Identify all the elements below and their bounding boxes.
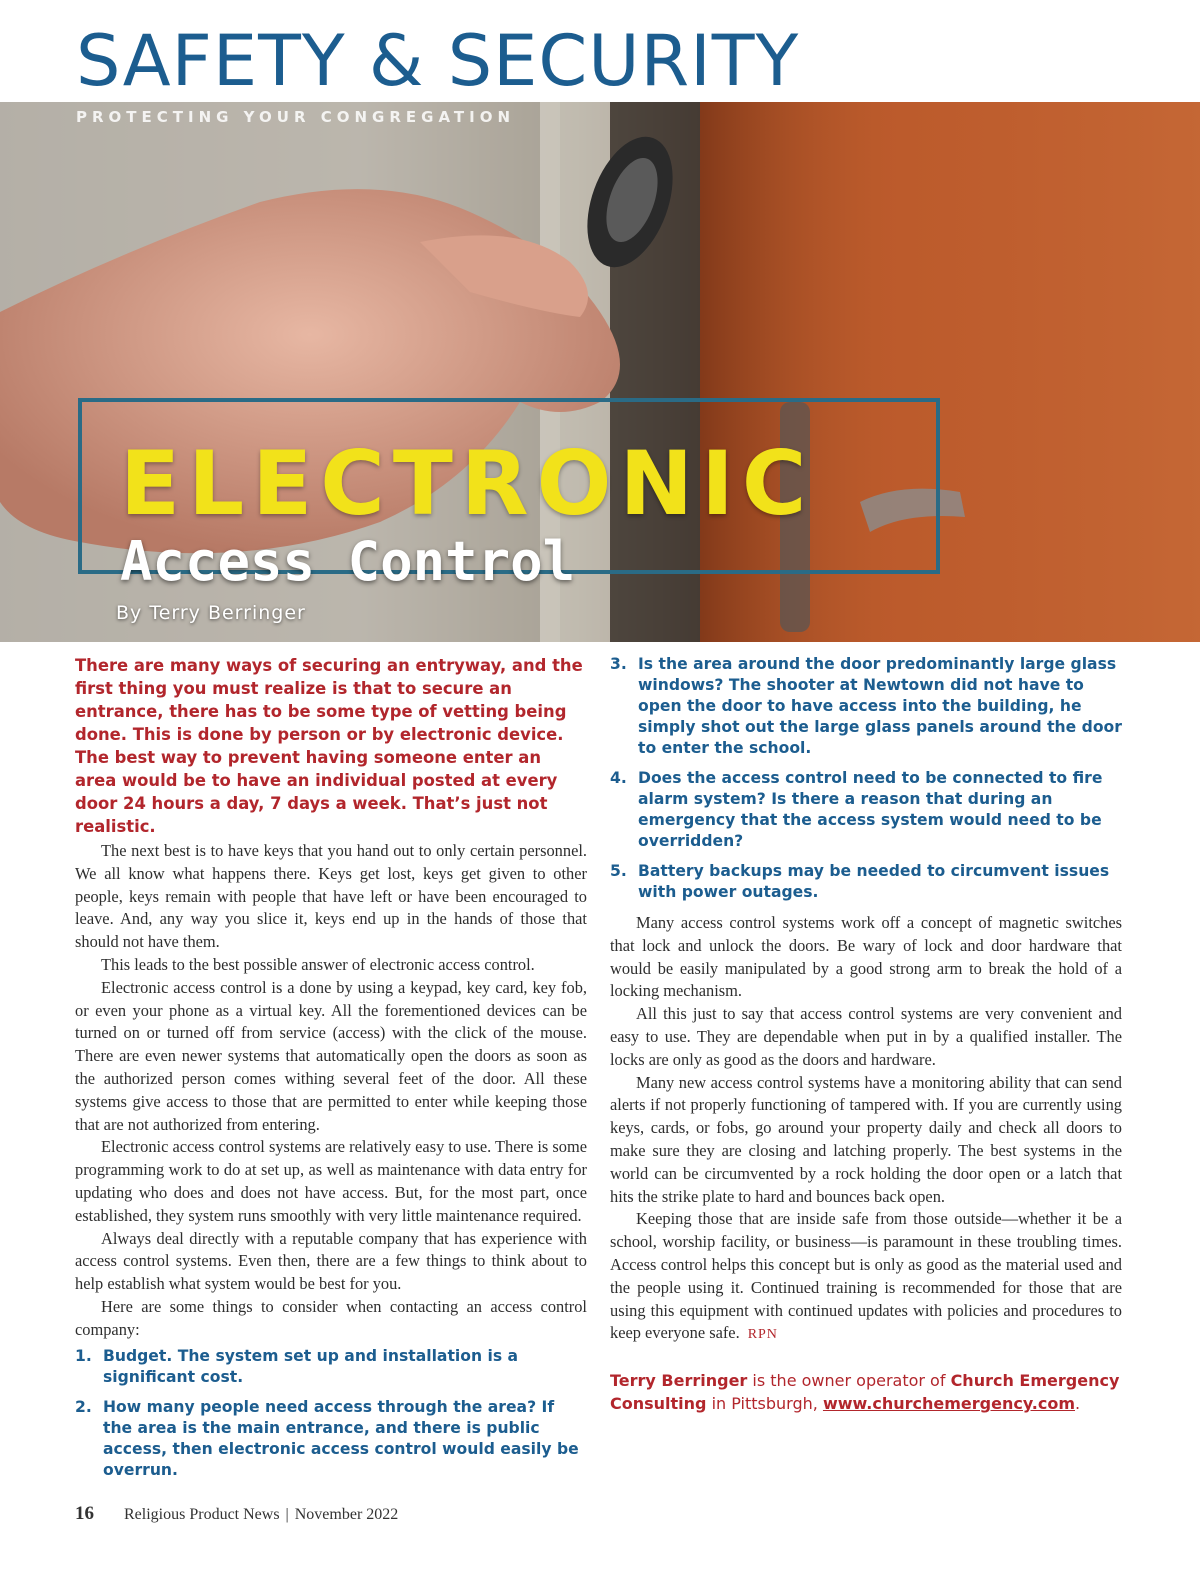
list-number: 4.: [610, 769, 627, 787]
bio-author: Terry Berringer: [610, 1371, 748, 1391]
article-subtitle: Access Control: [120, 530, 576, 593]
bio-text: .: [1075, 1394, 1081, 1414]
hero-photo: [0, 102, 1200, 642]
body-paragraph: This leads to the best possible answer of electronic access control.: [101, 954, 535, 974]
final-text: Keeping those that are inside safe from those outside—whether it be a school, worship facility, or business—is paramount in these troubling times. Access control helps this concept but is only as good as the material used and the people using it. Continued training is recommended for those that are using this equipment with continued updates with policies and procedures to keep everyone safe.: [610, 1209, 1122, 1343]
article-column-left: [75, 654, 587, 1490]
considerations-list: [75, 1346, 587, 1481]
body-paragraph: Many new access control systems have a monitoring ability that can send alerts if not properly functioning of tampered with. If you are currently using keys, cards, or fobs, go around your property daily and check all doors to make sure they are closing and latching properly. The best systems in the world can be circumvented by a rock holding the door open or a latch that hits the strike plate to hard and bounces back open.: [610, 1072, 1122, 1206]
end-mark: RPN: [747, 1327, 778, 1343]
list-text: Is the area around the door predominantly large glass windows? The shooter at Newtown did not have to open the door to have access into the building, he simply shot out the large glass panels around the door to enter the school.: [638, 655, 1122, 757]
bio-website-link[interactable]: www.churchemergency.com: [822, 1394, 1076, 1414]
page-footer: [75, 1503, 398, 1525]
list-number: 2.: [75, 1397, 92, 1416]
considerations-list-continued: [610, 654, 1122, 903]
list-text: Battery backups may be needed to circumvent issues with power outages.: [638, 862, 1110, 901]
page-header: [0, 0, 1200, 104]
list-item: [610, 654, 1122, 759]
list-text: Budget. The system set up and installation is a significant cost.: [103, 1346, 519, 1386]
list-item: [610, 861, 1122, 903]
body-paragraph: Always deal directly with a reputable company that has experience with access control systems. Even then, there are a few things to think about to help establish what system would be best for you.: [75, 1228, 587, 1294]
page-number: 16: [75, 1503, 94, 1524]
lead-paragraph: There are many ways of securing an entryway, and the first thing you must realize is that to secure an entrance, there has to be some type of vetting being done. This is done by person or by electronic device. The best way to prevent having someone enter an area would be to have an individual posted at every door 24 hours a day, 7 days a week. That’s just not realistic.: [75, 656, 583, 836]
bio-company: Church Emergency Consulting: [610, 1371, 1120, 1414]
list-number: 5.: [610, 862, 627, 880]
body-paragraph-final: [610, 1208, 1122, 1347]
publication-name: Religious Product News: [124, 1506, 280, 1523]
article-column-right: [610, 654, 1122, 1415]
issue-date: November 2022: [294, 1506, 399, 1523]
bio-text: is the owner operator of: [747, 1371, 951, 1391]
body-paragraph: Electronic access control is a done by using a keypad, key card, key fob, or even your phone as a virtual key. All the forementioned devices can be turned on or turned off from service (access) with the click of the mouse. There are even newer systems that automatically open the doors as soon as the authorized person comes withing several feet of the door. All these systems give access to those that are permitted to enter while keeping those that are not authorized from entering.: [75, 977, 587, 1134]
list-item: [75, 1397, 587, 1481]
body-paragraph: All this just to say that access control systems are very convenient and easy to use. They are dependable when put in by a qualified installer. The locks are only as good as the doors and hardware.: [610, 1004, 1122, 1069]
section-title: SAFETY & SECURITY: [76, 20, 800, 102]
body-paragraph: Here are some things to consider when contacting an access control company:: [75, 1296, 587, 1339]
footer-separator: |: [285, 1506, 289, 1523]
body-paragraph: The next best is to have keys that you hand out to only certain personnel. We all know what happens there. Keys get lost, keys get given to other people, keys remain with people that have left or have been encouraged to leave. And, any way you slice it, keys end up in the hands of those that should not have them.: [75, 841, 587, 952]
article-title: ELECTRONIC: [120, 432, 815, 535]
list-number: 1.: [75, 1346, 92, 1365]
body-paragraph: Many access control systems work off a concept of magnetic switches that lock and unlock the doors. Be wary of lock and door hardware that would be easily manipulated by a good strong arm to break the hold of a locking mechanism.: [610, 913, 1122, 1001]
list-text: How many people need access through the area? If the area is the main entrance, and there is public access, then electronic access control would easily be overrun.: [103, 1397, 579, 1479]
list-number: 3.: [610, 655, 627, 673]
byline: By Terry Berringer: [116, 602, 306, 624]
list-text: Does the access control need to be connected to fire alarm system? Is there a reason that during an emergency that the access system would need to be overridden?: [638, 769, 1103, 850]
section-subtitle: PROTECTING YOUR CONGREGATION: [76, 108, 516, 126]
body-paragraph: Electronic access control systems are relatively easy to use. There is some programming work to do at set up, as well as maintenance with data entry for updating who does and does not have access. But, for the most part, once established, they system runs smoothly with very little maintenance required.: [75, 1137, 587, 1225]
bio-text: in Pittsburgh,: [706, 1394, 823, 1414]
author-bio: [610, 1369, 1122, 1415]
list-item: [610, 768, 1122, 852]
list-item: [75, 1346, 587, 1388]
